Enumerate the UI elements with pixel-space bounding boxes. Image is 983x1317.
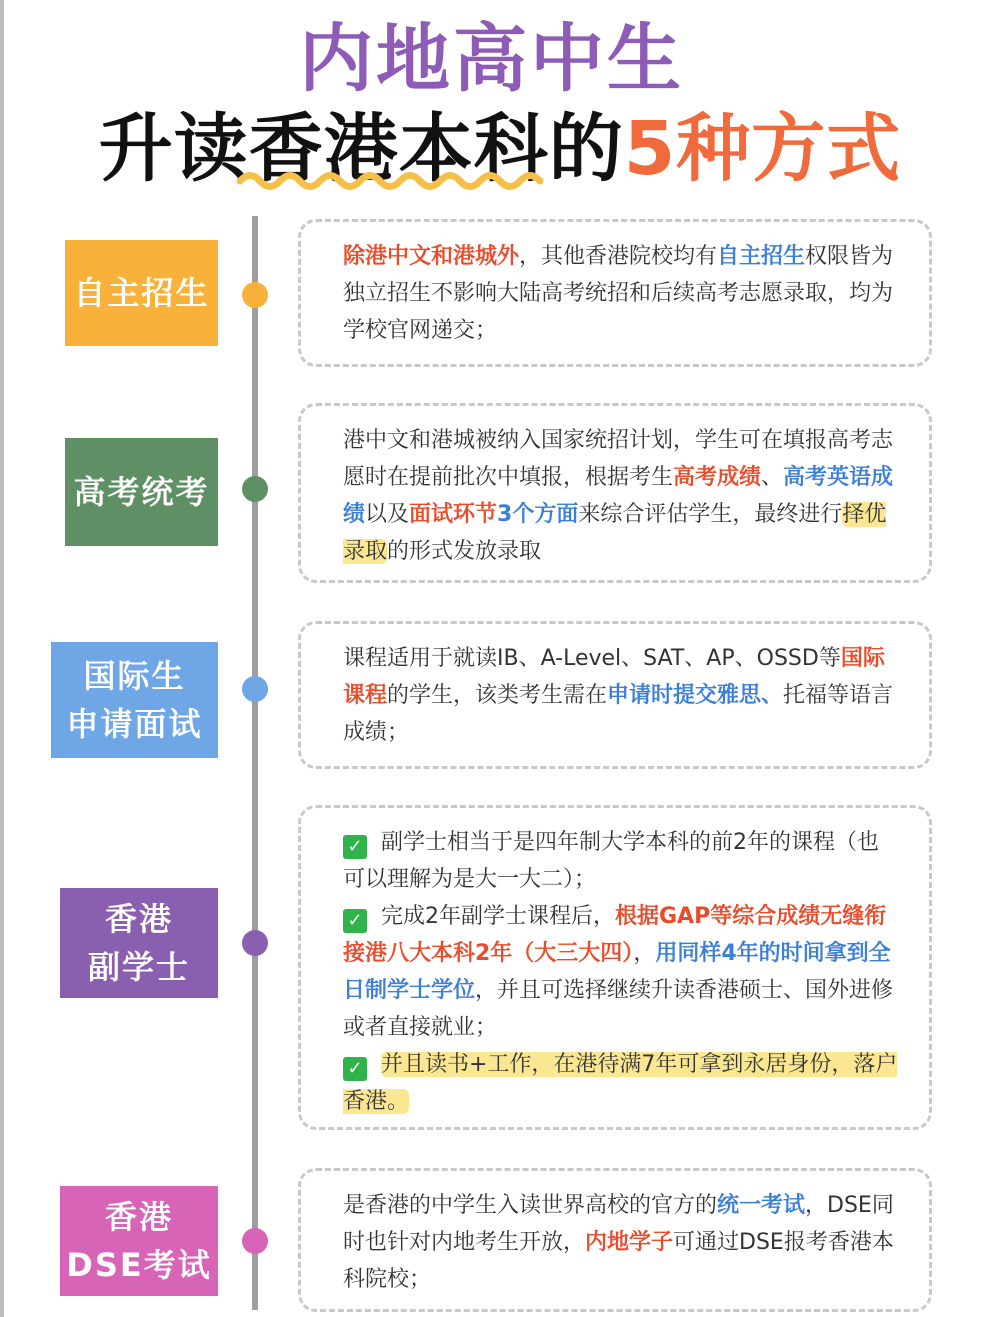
check-item <box>343 1046 899 1120</box>
check-item <box>343 824 899 898</box>
text-segment: 托福等语言成绩； <box>343 683 894 745</box>
label-dse <box>60 1186 218 1296</box>
label-associate-degree <box>60 888 218 998</box>
label-text <box>66 1193 211 1289</box>
text-segment: 港中文和港城被纳入国家统招计划，学生可在填报高考志愿时在提前批次中填报，根据考生 <box>343 428 894 490</box>
info-box-gaokao <box>298 403 932 583</box>
timeline-dot <box>242 930 268 956</box>
info-box-dse <box>298 1168 932 1312</box>
label-line: DSE考试 <box>66 1246 212 1284</box>
text-segment: ， <box>633 941 656 966</box>
info-text <box>343 1187 899 1298</box>
info-box-self-enrollment <box>298 219 932 367</box>
label-self-enrollment <box>65 240 218 346</box>
title-accent: 5种方式 <box>623 106 902 192</box>
text-segment: 统一考试 <box>717 1193 806 1218</box>
text-segment: 并且读书+工作，在港待满7年可拿到永居身份，落户香港。 <box>343 1052 898 1114</box>
label-line: 高考统考 <box>73 473 210 511</box>
label-line: 香港 <box>104 1198 173 1236</box>
timeline-dot <box>242 282 268 308</box>
check-text <box>343 1052 897 1114</box>
text-segment: 面试环节 <box>409 502 498 527</box>
text-segment: 高考英语成绩 <box>343 465 894 527</box>
label-gaokao <box>65 438 218 546</box>
info-text <box>343 640 899 751</box>
text-segment: ，并且可选择继续升读香港硕士、国外进修或者直接就业； <box>343 978 894 1040</box>
text-segment: 以及 <box>365 502 410 527</box>
text-segment: 用同样4年的时间拿到全日制学士学位 <box>343 941 891 1003</box>
text-segment: 可通过DSE报考香港本科院校； <box>343 1230 894 1292</box>
title-prefix: 升读香港本科的 <box>98 106 624 192</box>
text-segment: 除港中文和港城外 <box>343 244 520 269</box>
check-item <box>343 898 899 1046</box>
text-segment: 自主招生 <box>717 244 806 269</box>
text-segment: 副学士相当于是四年制大学本科的前2年的课程（也可以理解为是大一大二）； <box>343 830 879 892</box>
label-line: 副学士 <box>87 948 190 986</box>
timeline-dot <box>242 676 268 702</box>
text-segment: 择优录取 <box>343 502 887 564</box>
title-line-1: 内地高中生 <box>299 16 684 102</box>
text-segment: 国际课程 <box>343 646 885 708</box>
check-icon: ✓ <box>343 909 367 933</box>
check-icon: ✓ <box>343 835 367 859</box>
text-segment: 来综合评估学生，最终进行 <box>578 502 843 527</box>
timeline-dot <box>242 1228 268 1254</box>
squiggle-underline <box>236 168 554 194</box>
text-segment: 课程适用于就读IB、A-Level、SAT、AP、OSSD等 <box>343 646 841 671</box>
timeline-line <box>252 216 258 1310</box>
text-segment: 是香港的中学生入读世界高校的官方的 <box>343 1193 718 1218</box>
label-text <box>73 269 209 317</box>
text-segment: 完成2年副学士课程后， <box>381 904 615 929</box>
label-line: 国际生 <box>83 657 186 695</box>
text-segment: ，其他香港院校均有 <box>519 244 718 269</box>
info-box-associate-degree <box>298 805 932 1130</box>
info-text <box>343 422 899 570</box>
text-segment: ，DSE同时也针对内地考生开放， <box>343 1193 894 1255</box>
info-text <box>343 238 899 349</box>
check-icon: ✓ <box>343 1057 367 1081</box>
label-international <box>51 642 218 758</box>
text-segment: 的形式发放录取 <box>387 539 542 564</box>
label-line: 香港 <box>104 900 173 938</box>
check-text <box>343 830 879 892</box>
check-text <box>343 904 893 1040</box>
left-edge-bar <box>0 0 4 1317</box>
label-text <box>66 652 202 748</box>
text-segment: 申请时提交雅思、 <box>607 683 784 708</box>
info-box-international <box>298 621 932 769</box>
text-segment: 3个方面 <box>497 502 579 527</box>
text-segment: 根据GAP等综合成绩无缝衔接港八大本科2年（大三大四） <box>343 904 887 966</box>
text-segment: 高考成绩 <box>673 465 762 490</box>
text-segment: 、 <box>761 465 784 490</box>
label-text <box>73 468 209 516</box>
label-line: 申请面试 <box>66 705 203 743</box>
text-segment: 内地学子 <box>585 1230 674 1255</box>
text-segment: 权限皆为独立招生不影响大陆高考统招和后续高考志愿录取，均为学校官网递交； <box>343 244 894 343</box>
label-line: 自主招生 <box>73 274 210 312</box>
timeline-dot <box>242 476 268 502</box>
label-text <box>88 895 190 991</box>
text-segment: 的学生，该类考生需在 <box>387 683 608 708</box>
